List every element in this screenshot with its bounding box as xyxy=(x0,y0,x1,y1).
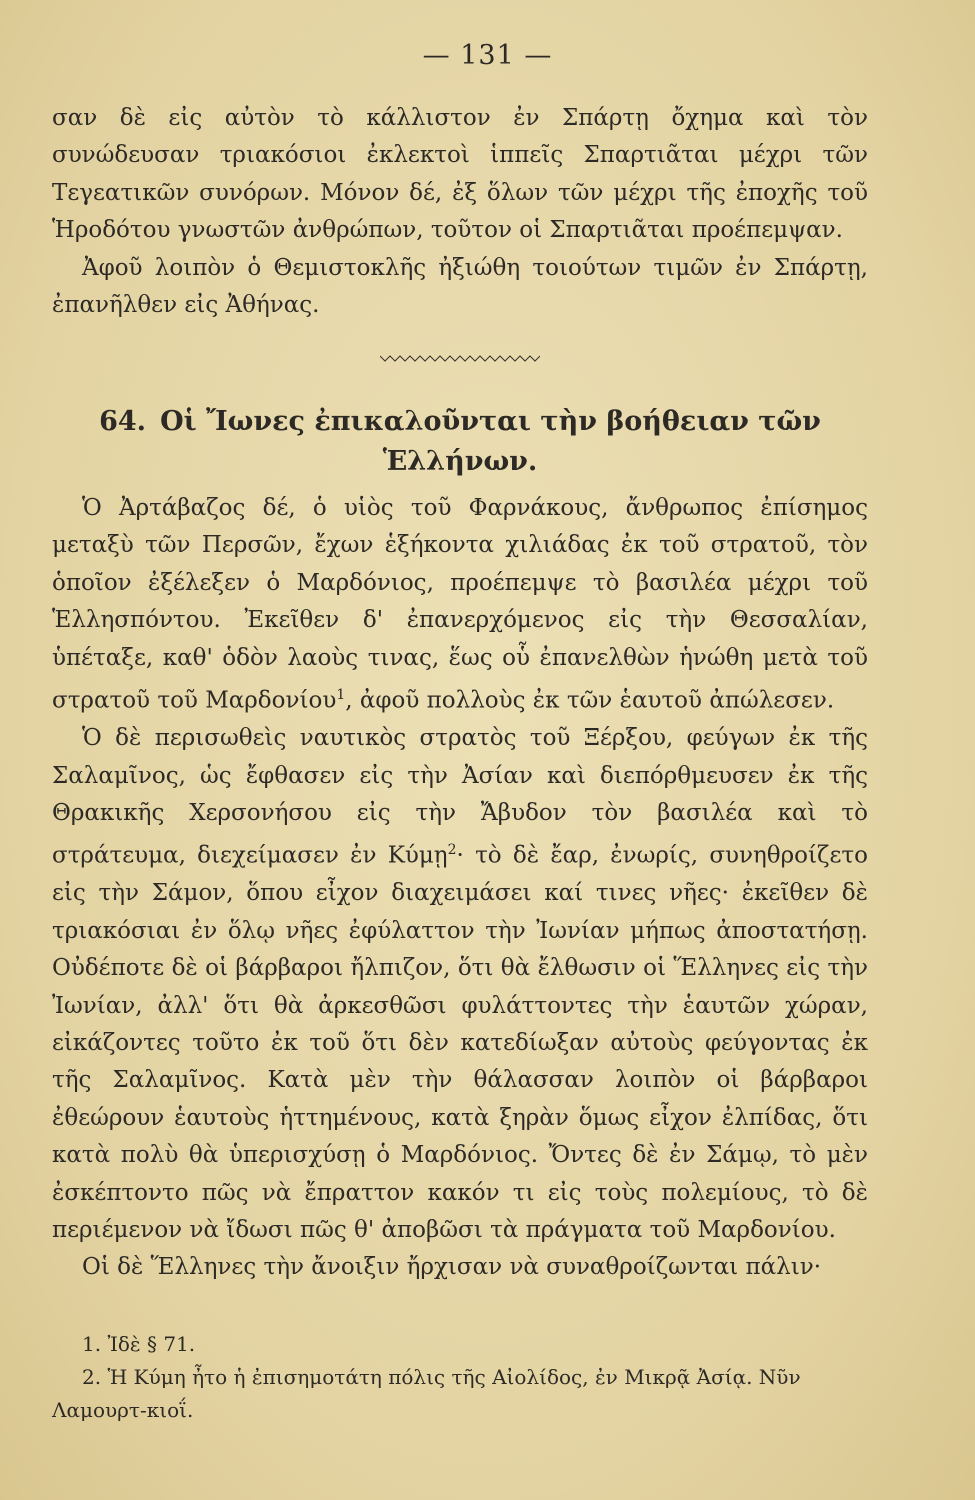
return-paragraph: Ἀφοῦ λοιπὸν ὁ Θεμιστοκλῆς ἠξιώθη τοιούτων τιμῶν ἐν Σπάρτῃ, ἐπανῆλθεν εἰς Ἀθήνας. xyxy=(52,254,868,319)
section-heading xyxy=(52,402,868,482)
section-number: 64. xyxy=(99,406,147,437)
paragraph-greeks: Οἱ δὲ Ἕλληνες τὴν ἄνοιξιν ἤρχισαν νὰ συναθροίζωνται πάλιν· xyxy=(82,1254,822,1281)
section-text-block xyxy=(52,490,868,1287)
footnote-marker-1: 1 xyxy=(336,687,346,704)
paragraph-text: · τὸ δὲ ἔαρ, ἐνωρίς, συνηθροίζετο εἰς τὴν Σάμον, ὅπου εἶχον διαχειμάσει καί τινες νῆες· ἐκεῖθεν δὲ τριακόσιαι ἐν ὅλῳ νῆες ἐφύλαττον τὴν Ἰωνίαν μήπως ἀποστατήσῃ. Οὐδέποτε δὲ οἱ βάρβαροι ἤλπιζον, ὅτι θὰ ἔλθωσιν οἱ Ἕλληνες εἰς τὴν Ἰωνίαν, ἀλλ' ὅτι θὰ ἀρκεσθῶσι φυλάττοντες τὴν ἑαυτῶν χώραν, εἰκάζοντες τοῦτο ἐκ τοῦ ὅτι δὲν κατεδίωξαν αὐτοὺς φεύγοντας ἐκ τῆς Σαλαμῖνος. Κατὰ μὲν τὴν θάλασσαν λοιπὸν οἱ βάρβαροι ἐθεώρουν ἑαυτοὺς ἡττημένους, κατὰ ξηρὰν ὅμως εἶχον ἐλπίδας, ὅτι κατὰ πολὺ θὰ ὑπερισχύσῃ ὁ Μαρδόνιος. Ὄντες δὲ ἐν Σάμῳ, τὸ μὲν ἐσκέπτοντο πῶς νὰ ἔπραττον κακόν τι εἰς τοὺς πολεμίους, τὸ δὲ περιέμενον νὰ ἴδωσι πῶς θ' ἀποβῶσι τὰ πράγματα τοῦ Μαρδονίου. xyxy=(52,842,868,1244)
paragraph-artabazos xyxy=(52,490,868,720)
continuation-paragraph: σαν δὲ εἰς αὐτὸν τὸ κάλλιστον ἐν Σπάρτῃ ὄχημα καὶ τὸν συνώδευσαν τριακόσιοι ἐκλεκτοὶ ἱππεῖς Σπαρτιᾶται μέχρι τῶν Τεγεατικῶν συνόρων. Μόνον δέ, ἐξ ὅλων τῶν μέχρι τῆς ἐποχῆς τοῦ Ἡροδότου γνωστῶν ἀνθρώπων, τοῦτον οἱ Σπαρτιᾶται προέπεμψαν. xyxy=(52,105,868,244)
paragraph-fleet xyxy=(52,720,868,1249)
paragraph-text: Ὁ δὲ περισωθεὶς ναυτικὸς στρατὸς τοῦ Ξέρξου, φεύγων ἐκ τῆς Σαλαμῖνος, ὡς ἔφθασεν εἰς τὴν Ἀσίαν καὶ διεπόρθμευσεν ἐκ τῆς Θρακικῆς Χερσονήσου εἰς τὴν Ἄβυδον τὸν βασιλέα καὶ τὸ στράτευμα, διεχείμασεν ἐν Κύμῃ xyxy=(52,725,868,869)
footnote-2: 2. Ἡ Κύμη ἦτο ἡ ἐπισημοτάτη πόλις τῆς Αἰολίδος, ἐν Μικρᾷ Ἀσίᾳ. Νῦν Λαμουρτ-κιοΐ. xyxy=(52,1365,801,1422)
footnotes xyxy=(52,1328,868,1427)
footnote-1: 1. Ἰδὲ § 71. xyxy=(82,1332,196,1356)
paragraph-text: Ὁ Ἀρτάβαζος δέ, ὁ υἱὸς τοῦ Φαρνάκους, ἄνθρωπος ἐπίσημος μεταξὺ τῶν Περσῶν, ἔχων ἑξήκοντα χιλιάδας ἐκ τοῦ στρατοῦ, τὸν ὁποῖον ἐξέλεξεν ὁ Μαρδόνιος, προέπεμψε τὸ βασιλέα μέχρι τοῦ Ἑλλησπόντου. Ἐκεῖθεν δ' ἐπανερχόμενος εἰς τὴν Θεσσαλίαν, ὑπέταξε, καθ' ὁδὸν λαοὺς τινας, ἕως οὗ ἐπανελθὼν ἡνώθη μετὰ τοῦ στρατοῦ τοῦ Μαρδονίου xyxy=(52,495,868,714)
footnote-marker-2: 2 xyxy=(447,842,457,859)
paragraph-text: , ἀφοῦ πολλοὺς ἐκ τῶν ἑαυτοῦ ἀπώλεσεν. xyxy=(345,687,835,714)
section-title: Οἱ Ἴωνες ἐπικαλοῦνται τὴν βοήθειαν τῶν Ἑλλήνων. xyxy=(160,406,821,477)
top-text-block xyxy=(52,100,868,324)
ornamental-divider xyxy=(380,352,540,364)
page-number: — 131 — xyxy=(422,40,553,71)
